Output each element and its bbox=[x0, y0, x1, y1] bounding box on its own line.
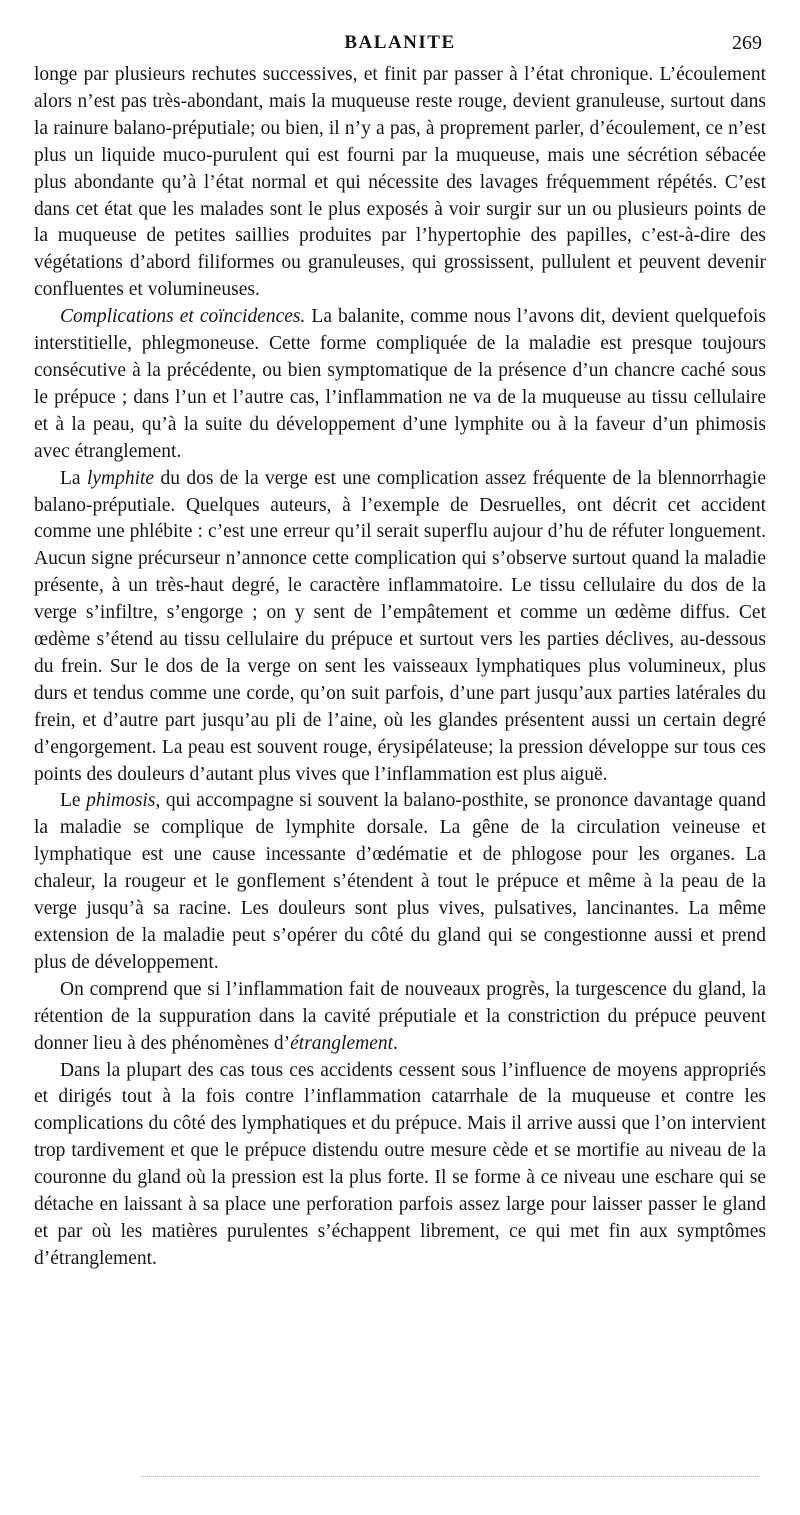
paragraph-text: longe par plusieurs rechutes successives, et finit par passer à l’état chronique. L’écoulement alors n’est pas très-abondant, mais la muqueuse reste rouge, devient granuleuse, surtout dans la rainure balano-préputiale; ou bien, il n’y a pas, à proprement parler, d’écoulement, ce n’est plus un liquide muco-purulent qui est fourni par la muqueuse, mais une sécrétion sébacée plus abondante qu’à l’état normal et qui nécessite des lavages fréquemment répétés. C’est dans cet état que les malades sont le plus exposés à voir surgir sur un ou plusieurs points de la muqueuse de petites saillies produites par l’hypertophie des papilles, c’est-à-dire des végétations d’abord filiformes ou granuleuses, qui grossissent, pullulent et peuvent devenir confluentes et volumineuses. bbox=[34, 64, 766, 301]
italic-term-lymphite: lymphite bbox=[86, 467, 155, 489]
footer-rule bbox=[140, 1476, 760, 1477]
italic-term-phimosis: phimosis bbox=[86, 790, 156, 812]
paragraph-phimosis bbox=[34, 788, 766, 976]
paragraph-text: La bbox=[60, 467, 87, 489]
running-header bbox=[34, 30, 766, 60]
paragraph-text: , qui accompagne si souvent la balano-posthite, se prononce davantage quand la maladie se complique de lymphite dorsale. La gêne de la circulation veineuse et lymphatique est une cause incessante d’œdématie et de phlogose pour les organes. La chaleur, la rougeur et le gonflement s’étendent à tout le prépuce et même à la peau de la verge jusqu’à sa racine. Les douleurs sont plus vives, pulsatives, lancinantes. La même extension de la maladie peut s’opérer du côté du gland qui se congestionne aussi et prend plus de développement. bbox=[34, 790, 766, 973]
paragraph-text: . bbox=[393, 1032, 398, 1054]
paragraph-lymphite bbox=[34, 466, 766, 789]
paragraph-etranglement bbox=[34, 977, 766, 1058]
running-title: BALANITE bbox=[344, 32, 456, 53]
paragraph-text: La balanite, comme nous l’avons dit, devient quelquefois interstitielle, phlegmoneuse. Cette forme compliquée de la maladie est presque toujours consécutive à la précédente, ou bien symptomatique de la présence d’un chancre caché sous le prépuce ; dans l’un et l’autre cas, l’inflammation ne va de la muqueuse au tissu cellulaire et à la peau, qu’à la suite du développement d’une lymphite ou à la faveur d’un phimosis avec étranglement. bbox=[34, 306, 767, 462]
paragraph-treatment bbox=[34, 1058, 766, 1273]
paragraph-text: On comprend que si l’inflammation fait de nouveaux progrès, la turgescence du gland, la rétention de la suppuration dans la cavité préputiale et la constriction du prépuce peuvent donner lieu à des phénomènes d’ bbox=[34, 978, 766, 1054]
paragraph-chronic-stage bbox=[34, 62, 766, 304]
italic-term-etranglement: étranglement bbox=[290, 1032, 394, 1054]
paragraph-complications bbox=[34, 304, 766, 465]
paragraph-text: Le bbox=[60, 790, 87, 812]
paragraph-text: du dos de la verge est une complication assez fréquente de la blennorrhagie balano-préputiale. Quelques auteurs, à l’exemple de Desruelles, ont décrit cet accident comme une phlébite : c’est une erreur qu’il serait superflu aujour d’hu de réfuter longuement. Aucun signe précurseur n’annonce cette complication qui s’observe surtout quand la maladie présente, à un très-haut degré, le caractère inflammatoire. Le tissu cellulaire du dos de la verge s’infiltre, s’engorge ; on y sent de l’empâtement et comme un œdème diffus. Cet œdème s’étend au tissu cellulaire du prépuce et surtout vers les parties déclives, au-dessous du frein. Sur le dos de la verge on sent les vaisseaux lymphatiques plus volumineux, plus durs et tendus comme une corde, qu’on suit parfois, d’une part jusqu’aux parties latérales du frein, et d’autre part jusqu’au pli de l’aine, où les glandes présentent aussi un certain degré d’engorgement. La peau est souvent rouge, érysipélateuse; la pression développe sur tous ces points des douleurs d’autant plus vives que l’inflammation est plus aiguë. bbox=[34, 467, 766, 785]
paragraph-text: Dans la plupart des cas tous ces accidents cessent sous l’influence de moyens appropriés et dirigés tout à la fois contre l’inflammation catarrhale de la muqueuse et contre les complications du côté des lymphatiques et du prépuce. Mais il arrive aussi que l’on intervient trop tardivement et que le prépuce distendu outre mesure cède et se mortifie au niveau de la couronne du gland où la pression est la plus forte. Il se forme à ce niveau une eschare qui se détache en laissant à sa place une perforation parfois assez large pour laisser passer le gland et par où les matières purulentes s’échappent librement, ce qui met fin aux symptômes d’étranglement. bbox=[34, 1059, 766, 1269]
section-heading-complications: Complications et coïncidences. bbox=[60, 306, 306, 328]
page-number: 269 bbox=[732, 32, 762, 54]
body-text bbox=[34, 62, 766, 1273]
